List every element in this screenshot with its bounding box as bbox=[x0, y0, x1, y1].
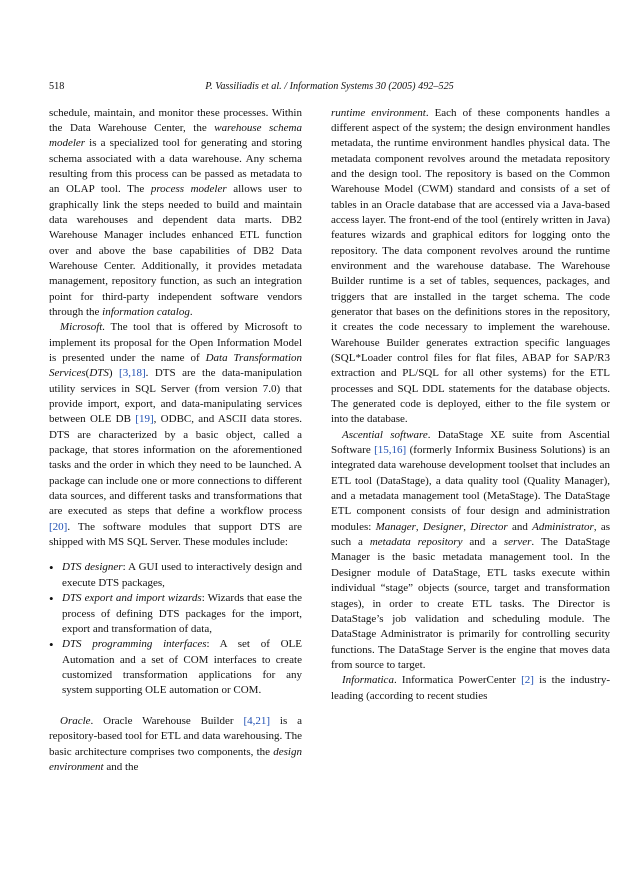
text-run: . Oracle Warehouse Builder bbox=[90, 714, 244, 727]
text-run: allows user to graphically link the steps needed to build and maintain data warehouses and dependent data marts. DB2 Warehouse Manager includes enhanced ETL function over and above the base capabilities of DB2 Data Warehouse Center. Additionally, it provides metadata management, repository function, as such an integration point for third-party independent software vendors through the bbox=[49, 183, 302, 318]
citation-link[interactable]: [20] bbox=[49, 520, 68, 533]
paragraph-ascential bbox=[331, 428, 610, 674]
text-run: . The DataStage Manager is the basic metadata management tool. In the Designer module of DataStage, ETL tasks execute within individual “stage” objects (source, target and transformation stages), in order to create ETL tasks. The Director is DataStage’s job validation and scheduling module. The DataStage Administrator is primarily for controlling security functions. The DataStage Server is the engine that moves data from source to target. bbox=[331, 536, 611, 671]
italic-term: Ascential software bbox=[342, 428, 428, 441]
text-run: , bbox=[415, 520, 423, 533]
text-run: . DTS are the data-manipulation utility services in SQL Server (from version 7.0) that provide import, export, and data-manipulating services between OLE DB bbox=[49, 367, 302, 426]
text-run: and bbox=[507, 520, 533, 533]
italic-term: runtime environment bbox=[331, 106, 426, 119]
citation-link[interactable]: [4,21] bbox=[243, 714, 271, 727]
italic-term: Manager bbox=[375, 520, 416, 533]
text-run: , as such a bbox=[331, 520, 610, 549]
text-run: is a repository-based tool for ETL and data warehousing. The basic architecture comprises two components, the bbox=[49, 714, 302, 758]
italic-term: Data Transformation Services bbox=[49, 352, 302, 380]
text-run: schedule, maintain, and monitor these processes. Within the Data Warehouse Center, the bbox=[49, 106, 302, 134]
list-item bbox=[49, 637, 302, 698]
italic-term: Director bbox=[470, 520, 508, 533]
italic-term: DTS designer bbox=[62, 561, 123, 574]
text-run: is a specialized tool for generating and storing schema associated with a data warehouse. Any schema resulting from this process can be passed as metadata to an OLAP tool. The bbox=[49, 137, 302, 196]
italic-term: Informatica bbox=[342, 674, 394, 687]
text-run: . DataStage XE suite from Ascential Software bbox=[331, 428, 610, 457]
citation-link[interactable]: [2] bbox=[521, 674, 534, 687]
italic-term: warehouse schema modeler bbox=[49, 121, 302, 150]
list-item bbox=[49, 560, 302, 591]
text-run: : A set of OLE Automation and a set of COM interfaces to create customized transformation applications for any system supporting OLE automation or COM. bbox=[62, 638, 302, 697]
page-header bbox=[49, 80, 610, 94]
italic-term: information catalog bbox=[102, 305, 190, 318]
italic-term: process modeler bbox=[150, 183, 227, 196]
italic-term: Microsoft. bbox=[60, 321, 106, 334]
text-run: . Informatica PowerCenter bbox=[393, 674, 522, 687]
text-run: : Wizards that ease the process of defining DTS packages for the import, export and transformation of data, bbox=[62, 592, 302, 635]
italic-term: Oracle bbox=[60, 714, 91, 727]
text-run: . bbox=[189, 305, 193, 318]
citation-link[interactable]: [15,16] bbox=[374, 444, 407, 457]
italic-term: Designer bbox=[422, 520, 464, 533]
italic-term: DTS programming interfaces bbox=[62, 638, 207, 651]
text-run: is the industry-leading (according to recent studies bbox=[331, 674, 611, 702]
paragraph-ibm-continued bbox=[49, 106, 302, 321]
paragraph-oracle bbox=[49, 714, 302, 775]
text-run: . The software modules that support DTS are shipped with MS SQL Server. These modules include: bbox=[49, 520, 302, 549]
list-item bbox=[49, 591, 302, 637]
text-run: , bbox=[463, 520, 471, 533]
citation-link[interactable]: [3,18] bbox=[119, 367, 146, 380]
text-run: and the bbox=[103, 760, 139, 773]
running-head: P. Vassiliadis et al. / Information Systems 30 (2005) 492–525 bbox=[205, 81, 454, 92]
right-column bbox=[331, 106, 610, 704]
text-run: and a bbox=[462, 536, 504, 549]
italic-term: server bbox=[503, 536, 532, 549]
italic-term: DTS bbox=[89, 367, 109, 380]
text-run: , ODBC, and ASCII data stores. DTS are characterized by a basic object, called a package, that stores information on the aforementioned tasks and the order in which they need to be launched. A package can include one or more connections to different data sources, and different tasks and transformations that are executed as steps that define a workflow process bbox=[49, 413, 303, 518]
italic-term: Administrator bbox=[532, 520, 594, 533]
text-run: ( bbox=[85, 367, 90, 380]
left-column bbox=[49, 106, 302, 776]
italic-term: metadata repository bbox=[369, 536, 463, 549]
dts-module-list bbox=[49, 560, 302, 698]
italic-term: design environment bbox=[49, 745, 302, 773]
text-run: (formerly Informix Business Solutions) is an integrated data warehouse development toolset that includes an ETL tool (DataStage), a data quality tool (Quality Manager), and a metadata management tool (MetaStage). The DataStage ETL component consists of four design and administration modules: bbox=[331, 444, 610, 533]
text-run: . Each of these components handles a different aspect of the system; the design environment handles metadata, the runtime environment handles physical data. The metadata component revolves around the metadata repository and the design tool. The repository is based on the Common Warehouse Model (CWM) standard and consists of a set of tables in an Oracle database that are accessed via a Java-based access layer. The front-end of the tool (entirely written in Java) features wizards and graphical editors for logging onto the repository. The data component revolves around the runtime environment and the warehouse database. The Warehouse Builder runtime is a set of tables, sequences, packages, and triggers that are installed in the target schema. The code generator that bases on the definitions stores in the repository, it creates the code necessary to implement the warehouse. Warehouse Builder generates extraction specific languages (SQL*Loader control files for flat files, ABAP for SAP/R3 extraction and PL/SQL for all other systems) for the ETL processes and SQL DDL statements for the database objects. The generated code is deployed, either to the file system or into the database. bbox=[331, 106, 611, 426]
citation-link[interactable]: [19] bbox=[135, 413, 154, 426]
paragraph-oracle-continued bbox=[331, 106, 610, 428]
text-run: ) bbox=[108, 367, 120, 380]
page-number: 518 bbox=[49, 81, 65, 92]
italic-term: DTS export and import wizards bbox=[62, 592, 202, 605]
text-run: The tool that is offered by Microsoft to implement its proposal for the Open Information Model is presented under the name of bbox=[49, 321, 302, 364]
paragraph-informatica bbox=[331, 673, 610, 704]
text-run: : A GUI used to interactively design and execute DTS packages, bbox=[62, 561, 302, 589]
paragraph-microsoft bbox=[49, 320, 302, 550]
